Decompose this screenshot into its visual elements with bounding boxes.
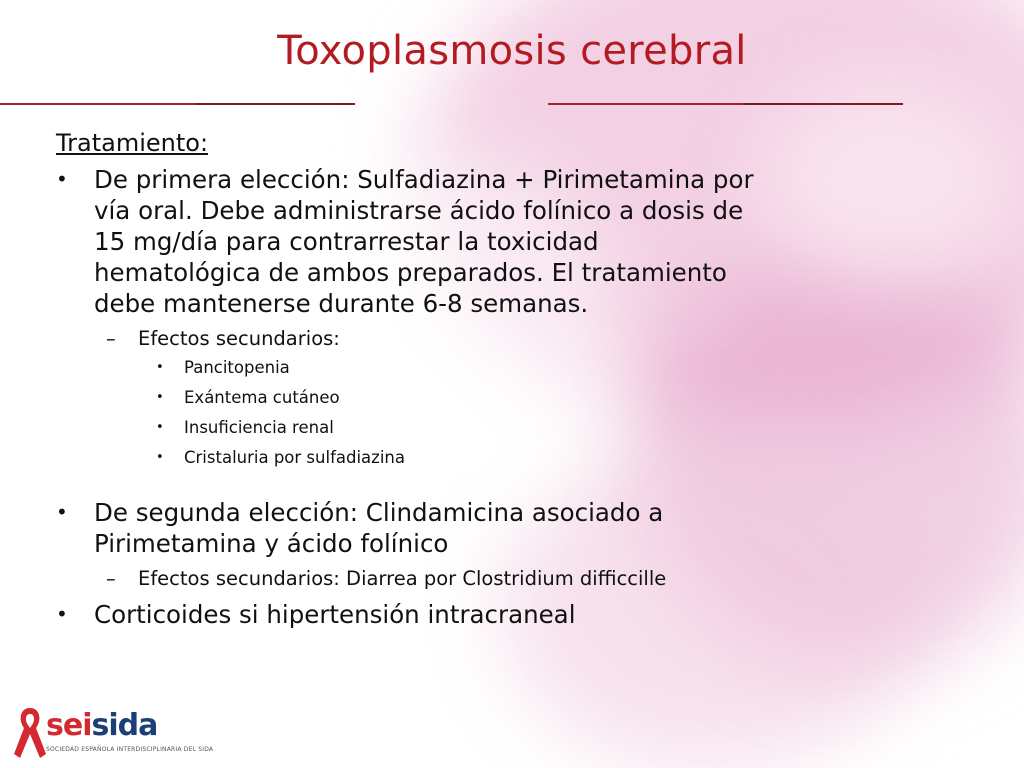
logo-sei: sei	[46, 708, 92, 743]
first-choice-line: debe mantenerse durante 6-8 semanas.	[94, 289, 589, 318]
first-choice-line: vía oral. Debe administrarse ácido folínico a dosis de	[94, 196, 744, 225]
title-rule	[0, 103, 195, 105]
logo-sida: sida	[91, 708, 158, 743]
title-rule	[743, 103, 903, 105]
bullet-icon: •	[56, 602, 68, 626]
first-choice-line: hematológica de ambos preparados. El tratamiento	[94, 258, 727, 287]
list-item-side-effect	[56, 383, 986, 413]
list-item-side-effect	[56, 353, 986, 383]
side-effect-text: Exántema cutáneo	[184, 388, 340, 407]
side-effect-text: Cristaluria por sulfadiazina	[184, 448, 405, 467]
second-choice-line: De segunda elección: Clindamicina asociado a	[94, 498, 664, 527]
bullet-icon: •	[156, 420, 164, 435]
side-effects-label: Efectos secundarios:	[138, 327, 340, 350]
side-effect-text: Insuficiencia renal	[184, 418, 334, 437]
list-item-side-effect	[56, 443, 986, 473]
slide-body	[56, 128, 986, 636]
treatment-list	[56, 164, 986, 630]
first-choice-line: 15 mg/día para contrarrestar la toxicidad	[94, 227, 599, 256]
list-item-second-side-effects	[56, 565, 986, 593]
dash-icon: –	[106, 327, 116, 350]
first-choice-line: De primera elección: Sulfadiazina + Pirimetamina por	[94, 165, 754, 194]
list-item-corticoids	[56, 599, 986, 630]
title-rule	[195, 103, 355, 105]
title-rule	[548, 103, 743, 105]
bullet-icon: •	[156, 360, 164, 375]
bullet-icon: •	[156, 390, 164, 405]
list-item-side-effect	[56, 413, 986, 443]
bullet-icon: •	[56, 167, 68, 191]
dash-icon: –	[106, 567, 116, 590]
spacer	[56, 473, 986, 497]
corticoids-text: Corticoides si hipertensión intracraneal	[94, 600, 576, 629]
side-effect-text: Pancitopenia	[184, 358, 290, 377]
list-item-first-choice	[56, 164, 986, 319]
red-ribbon-icon	[10, 704, 50, 760]
seisida-logo	[8, 700, 214, 760]
bullet-icon: •	[56, 500, 68, 524]
logo-subtitle: SOCIEDAD ESPAÑOLA INTERDISCIPLINARIA DEL SIDA	[46, 746, 214, 753]
list-item-side-effects	[56, 325, 986, 353]
second-side-effects-text: Efectos secundarios: Diarrea por Clostridium difficcille	[138, 567, 667, 590]
list-item-second-choice	[56, 497, 986, 559]
section-heading: Tratamiento:	[56, 129, 209, 157]
second-choice-line: Pirimetamina y ácido folínico	[94, 529, 449, 558]
slide-title: Toxoplasmosis cerebral	[277, 28, 747, 74]
logo-wordmark	[46, 708, 157, 743]
bullet-icon: •	[156, 450, 164, 465]
